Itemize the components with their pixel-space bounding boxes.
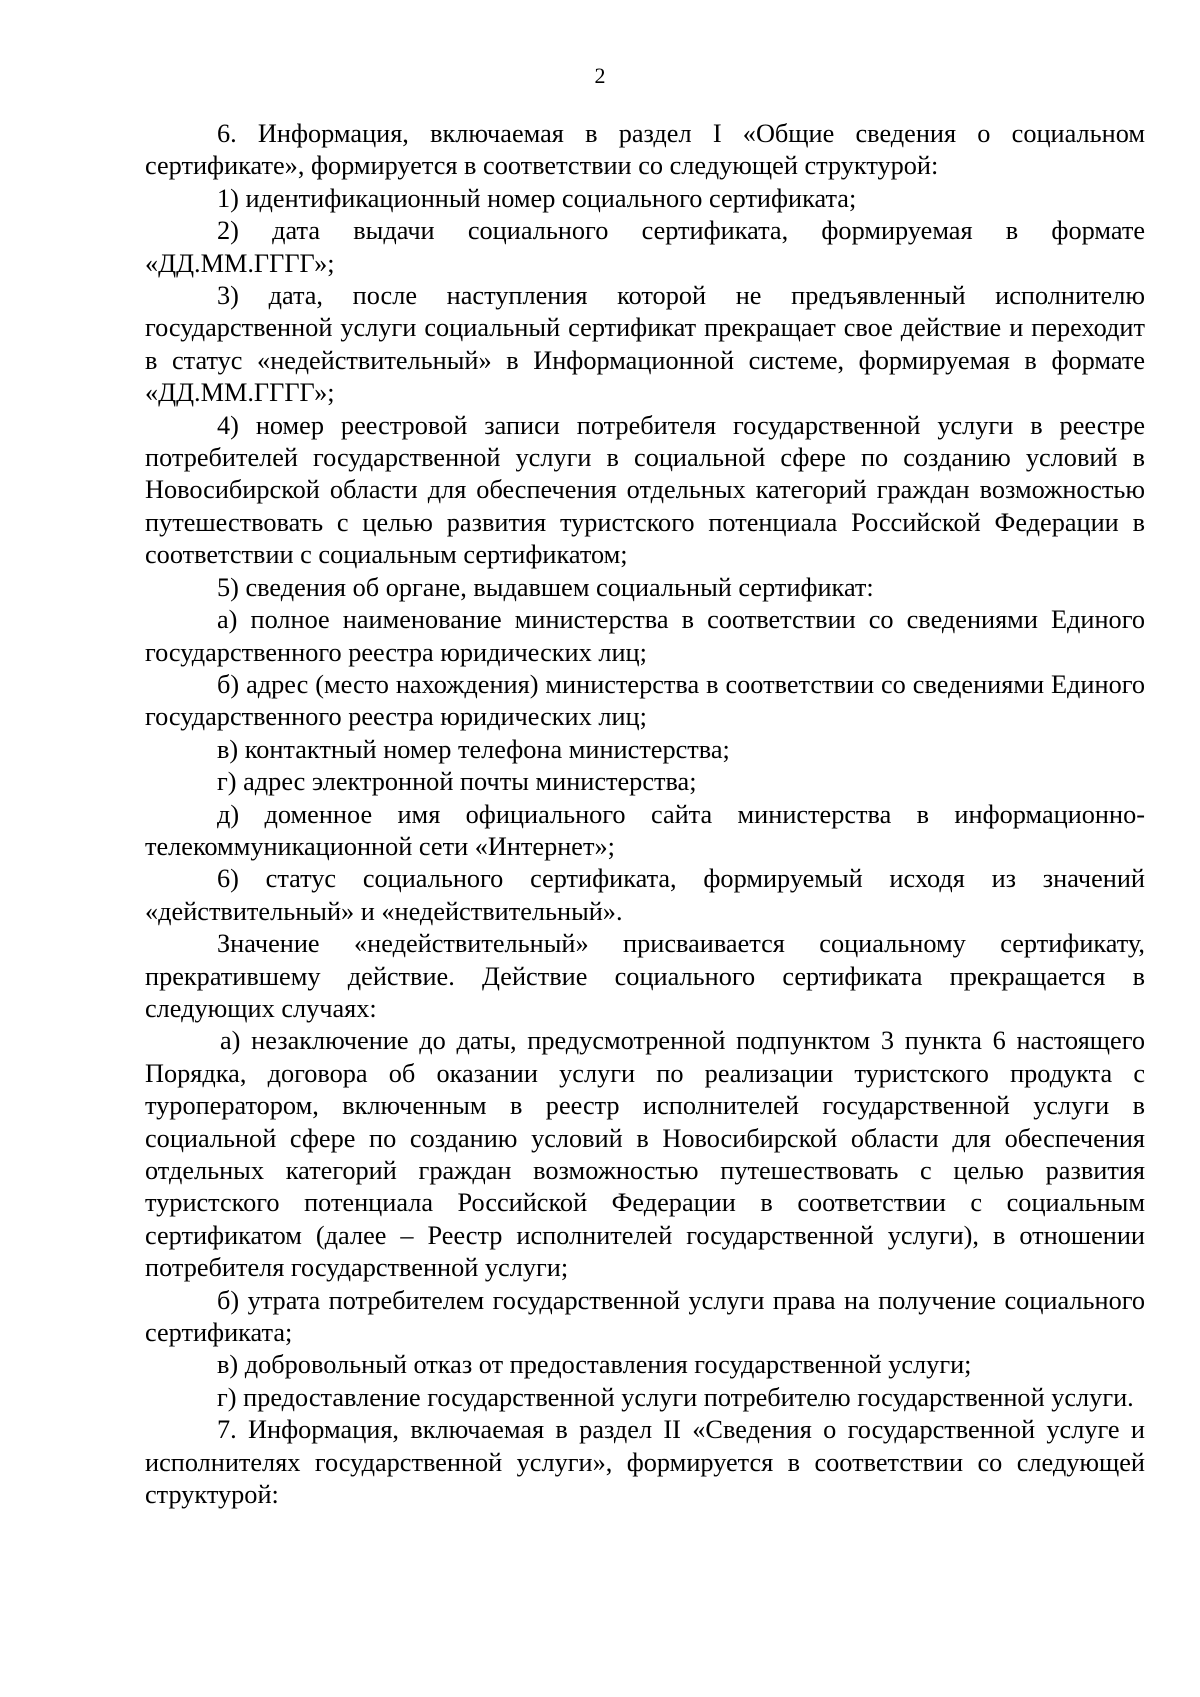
paragraph-invalid-case-g: г) предоставление государственной услуги потребителю государственной услуги. (217, 1382, 1134, 1412)
paragraph-7: 7. Информация, включаемая в раздел II «Сведения о государственной услуге и исполнителях государственной услуги», формируется в соответствии со следующей структурой: (145, 1415, 1145, 1510)
paragraph-6-item-3: 3) дата, после наступления которой не предъявленный исполнителю государственной услуги социальный сертификат прекращает свое действие и переходит в статус «недействительный» в Информационной системе, формируемая в формате «ДД.ММ.ГГГГ»; (145, 281, 1145, 408)
page-number: 2 (594, 63, 606, 88)
paragraph-invalid-case-b: б) утрата потребителем государственной услуги права на получение социального сертификата; (145, 1285, 1145, 1348)
document-body (145, 118, 1145, 1511)
paragraph-6-item-1: 1) идентификационный номер социального сертификата; (217, 183, 857, 213)
paragraph-6-item-5d: д) доменное имя официального сайта министерства в информационно-телекоммуникационной сети «Интернет»; (145, 799, 1145, 861)
paragraph-invalid-case-v: в) добровольный отказ от предоставления государственной услуги; (217, 1350, 972, 1380)
paragraph-invalid-case-a: а) незаключение до даты, предусмотренной подпунктом 3 пункта 6 настоящего Порядка, договора об оказании услуги по реализации туристского продукта с туроператором, включенным в реестр исполнителей государственной услуги в социальной сфере по созданию условий в Новосибирской области для обеспечения отдельных категорий граждан возможностью путешествовать с целью развития туристского потенциала Российской Федерации в соответствии с социальным сертификатом (далее – Реестр исполнителей государственной услуги), в отношении потребителя государственной услуги; (145, 1026, 1145, 1283)
paragraph-6: 6. Информация, включаемая в раздел I «Общие сведения о социальном сертификате», формируется в соответствии со следующей структурой: (145, 119, 1145, 181)
paragraph-6-item-4: 4) номер реестровой записи потребителя государственной услуги в реестре потребителей государственной услуги в социальной сфере по созданию условий в Новосибирской области для обеспечения отдельных категорий граждан возможностью путешествовать с целью развития туристского потенциала Российской Федерации в соответствии с социальным сертификатом; (145, 410, 1145, 570)
paragraph-6-item-5v: в) контактный номер телефона министерства; (217, 734, 730, 764)
paragraph-6-item-5b: б) адрес (место нахождения) министерства в соответствии со сведениями Единого государственного реестра юридических лиц; (145, 669, 1145, 732)
paragraph-6-item-5a: а) полное наименование министерства в соответствии со сведениями Единого государственного реестра юридических лиц; (145, 605, 1145, 667)
paragraph-6-item-5: 5) сведения об органе, выдавшем социальный сертификат: (217, 572, 874, 602)
paragraph-6-item-6: 6) статус социального сертификата, формируемый исходя из значений «действительный» и «недействительный». (145, 864, 1145, 926)
paragraph-invalid-status: Значение «недействительный» присваивается социальному сертификату, прекратившему действие. Действие социального сертификата прекращается в следующих случаях: (145, 929, 1145, 1023)
paragraph-6-item-5g: г) адрес электронной почты министерства; (217, 767, 697, 797)
paragraph-6-item-2: 2) дата выдачи социального сертификата, формируемая в формате «ДД.ММ.ГГГГ»; (145, 216, 1145, 278)
